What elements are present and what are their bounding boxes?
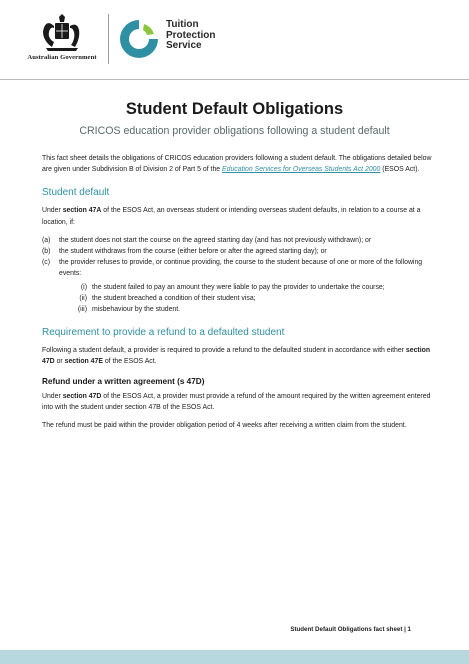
sublist-item-text: the student breached a condition of their student visa; bbox=[92, 294, 256, 302]
s3-text-pre: Under bbox=[42, 392, 63, 400]
refund-requirement-heading: Requirement to provide a refund to a defaulted student bbox=[42, 327, 285, 339]
tps-line-2: Protection bbox=[166, 29, 216, 41]
sublist-item-text: the student failed to pay an amount they were liable to pay the provider to undertake the course; bbox=[92, 283, 385, 291]
australian-government-logo bbox=[22, 14, 102, 64]
sublist-item bbox=[59, 282, 432, 293]
events-sublist bbox=[59, 282, 432, 316]
s2-section-ref-1: section 47D bbox=[42, 347, 431, 366]
tps-logo-icon bbox=[116, 16, 162, 62]
australian-government-label: Australian Government bbox=[27, 54, 97, 61]
intro-text-1: This fact sheet details the obligations of CRICOS education providers following a student default. The obligations detailed below are given under Subdivision B of Division 2 of Part 5 of the bbox=[42, 155, 432, 174]
document-header bbox=[0, 0, 469, 78]
list-marker: (c) bbox=[42, 259, 51, 267]
list-item bbox=[42, 235, 432, 246]
student-default-heading: Student default bbox=[42, 187, 110, 199]
sublist-marker: (i) bbox=[80, 283, 87, 291]
sublist-item bbox=[59, 293, 432, 304]
s1-text-post: of the ESOS Act, an overseas student or intending overseas student defaults, in relation to a course at a location, if: bbox=[42, 207, 421, 226]
tps-line-1: Tuition bbox=[166, 19, 199, 30]
list-item-text: the student withdraws from the course (either before or after the agreed starting day); or bbox=[59, 248, 327, 256]
esos-act-link[interactable]: Education Services for Overseas Students Act 2000 bbox=[222, 166, 381, 174]
sublist-item-text: misbehaviour by the student. bbox=[92, 306, 181, 314]
list-item-text: the provider refuses to provide, or continue providing, the course to the student because of one or more of the following events: bbox=[59, 259, 423, 278]
list-item-text: the student does not start the course on the agreed starting day (and has not previously withdrawn); or bbox=[59, 236, 372, 244]
sublist-marker: (ii) bbox=[79, 294, 87, 302]
sublist-item bbox=[59, 304, 432, 315]
list-item bbox=[42, 246, 432, 257]
student-default-paragraph bbox=[42, 205, 432, 227]
header-rule bbox=[0, 79, 469, 80]
intro-paragraph bbox=[42, 153, 432, 175]
coat-of-arms-icon bbox=[40, 14, 84, 52]
default-conditions-list bbox=[42, 235, 432, 315]
s1-section-ref: section 47A bbox=[62, 207, 102, 215]
tps-line-3: Service bbox=[166, 40, 202, 51]
sublist-marker: (iii) bbox=[77, 306, 87, 314]
s3-section-ref: section 47D bbox=[62, 392, 102, 400]
page-title: Student Default Obligations bbox=[125, 100, 344, 118]
list-item bbox=[42, 257, 432, 315]
s2-text-post: of the ESOS Act. bbox=[102, 358, 157, 366]
s1-text-pre: Under bbox=[42, 207, 63, 215]
s3-text-post: of the ESOS Act, a provider must provide a refund of the amount required by the written agreement entered into with the student under section 47B of the ESOS Act. bbox=[42, 392, 431, 411]
s2-text-mid: or bbox=[54, 358, 65, 366]
written-agreement-paragraph bbox=[42, 391, 432, 413]
list-marker: (a) bbox=[42, 236, 51, 244]
s2-text-pre: Following a student default, a provider is required to provide a refund to the defaulted student in accordance with either bbox=[42, 347, 406, 355]
document-body bbox=[42, 153, 432, 438]
logo-divider bbox=[108, 14, 109, 64]
s2-section-ref-2: section 47E bbox=[64, 358, 103, 366]
intro-text-2: (ESOS Act). bbox=[380, 166, 420, 174]
refund-timing-paragraph: The refund must be paid within the provider obligation period of 4 weeks after receiving a written claim from the student. bbox=[42, 422, 407, 430]
tps-logo-text bbox=[166, 20, 215, 52]
refund-requirement-paragraph bbox=[42, 345, 432, 367]
written-agreement-heading: Refund under a written agreement (s 47D) bbox=[42, 376, 205, 386]
footer-bar bbox=[0, 650, 469, 664]
list-marker: (b) bbox=[42, 248, 51, 256]
page-footer: Student Default Obligations fact sheet | 1 bbox=[290, 626, 411, 633]
page-subtitle: CRICOS education provider obligations following a student default bbox=[79, 125, 390, 137]
